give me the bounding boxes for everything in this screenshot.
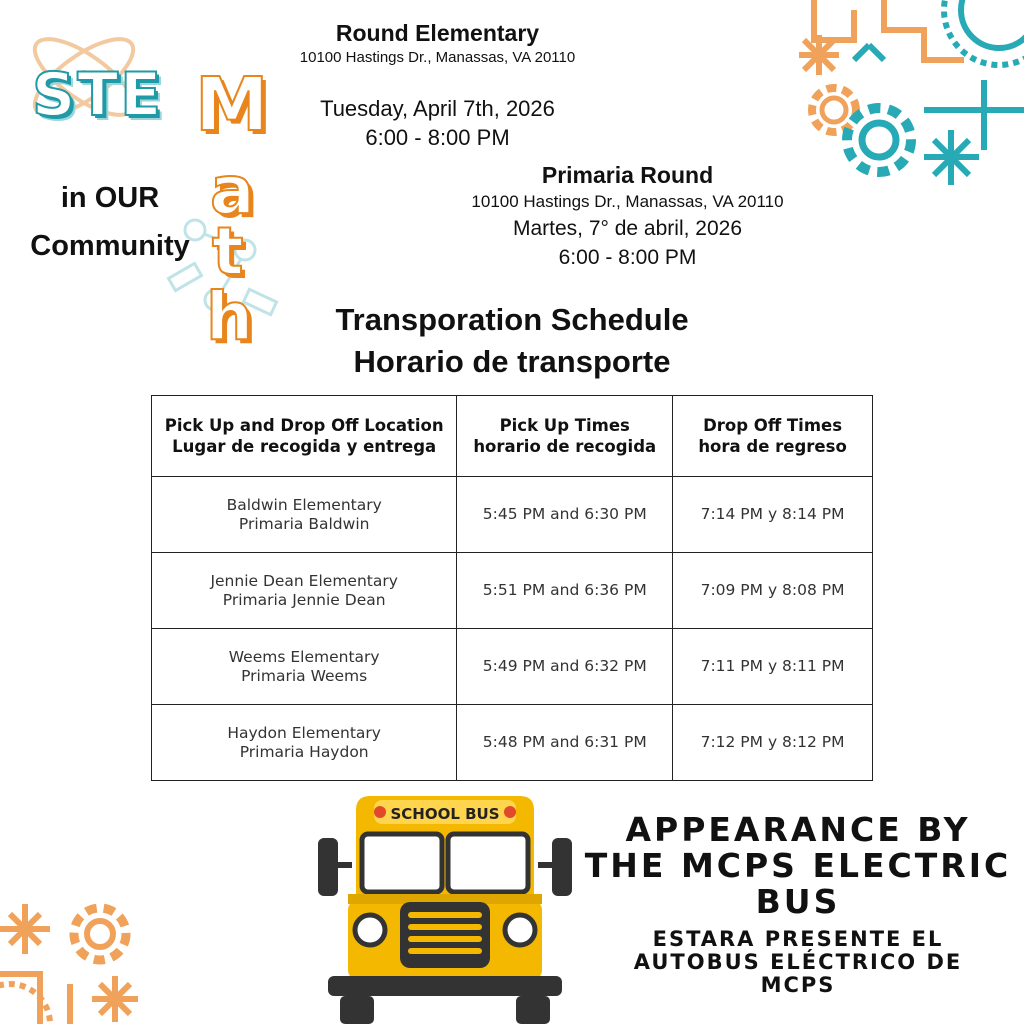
school-name-english: Round Elementary [335, 20, 540, 46]
header-pickup-en: Pick Up Times [499, 416, 630, 435]
table-row [152, 705, 873, 781]
header-location-es: Lugar de recogida y entrega [172, 437, 437, 456]
gear-icon [847, 108, 911, 172]
pickup-cell: 5:48 PM and 6:31 PM [457, 705, 673, 781]
header-pickup [457, 396, 673, 477]
dropoff-cell: 7:09 PM y 8:08 PM [673, 553, 873, 629]
location-es: Primaria Haydon [239, 742, 369, 761]
logo-ste-text: STE [32, 60, 164, 130]
dropoff-cell: 7:14 PM y 8:14 PM [673, 477, 873, 553]
header-dropoff [673, 396, 873, 477]
location-en: Haydon Elementary [227, 723, 381, 742]
transportation-schedule-table [151, 395, 873, 781]
tagline-line2: Community [30, 230, 190, 262]
location-cell [152, 477, 457, 553]
schedule-title: Transporation Schedule [335, 302, 689, 337]
table-row [152, 477, 873, 553]
header-dropoff-es: hora de regreso [698, 437, 847, 456]
pickup-cell: 5:51 PM and 6:36 PM [457, 553, 673, 629]
table-row [152, 553, 873, 629]
bus-sign: SCHOOL BUS [390, 805, 500, 823]
electric-bus-announcement-english: APPEARANCE BY THE MCPS ELECTRIC BUS [584, 810, 1012, 921]
location-en: Jennie Dean Elementary [210, 571, 398, 590]
location-es: Primaria Baldwin [238, 514, 370, 533]
tagline-line1: in OUR [60, 182, 160, 214]
school-address-english: 10100 Hastings Dr., Manassas, VA 20110 [299, 49, 576, 66]
header-location-en: Pick Up and Drop Off Location [164, 416, 444, 435]
header-dropoff-en: Drop Off Times [703, 416, 843, 435]
school-bus-icon [318, 790, 572, 1024]
location-es: Primaria Jennie Dean [222, 590, 386, 609]
location-cell [152, 553, 457, 629]
dropoff-cell: 7:12 PM y 8:12 PM [673, 705, 873, 781]
location-en: Weems Elementary [228, 647, 380, 666]
gears-circuit-decoration [794, 0, 1024, 200]
gears-circuit-decoration [0, 894, 140, 1024]
table-row [152, 629, 873, 705]
header-location [152, 396, 457, 477]
schedule-subtitle: Horario de transporte [353, 344, 671, 379]
logo-math-letter-m: M [195, 62, 269, 148]
event-time-spanish: 6:00 - 8:00 PM [558, 246, 697, 269]
pickup-cell: 5:49 PM and 6:32 PM [457, 629, 673, 705]
event-time-english: 6:00 - 8:00 PM [365, 125, 510, 150]
school-name-spanish: Primaria Round [541, 162, 714, 188]
gear-icon [812, 88, 856, 132]
logo-math-letter-h: h [206, 278, 253, 355]
pickup-cell: 5:45 PM and 6:30 PM [457, 477, 673, 553]
logo-math-letter-t: t [212, 213, 244, 290]
location-es: Primaria Weems [241, 666, 368, 685]
location-cell [152, 629, 457, 705]
dropoff-cell: 7:11 PM y 8:11 PM [673, 629, 873, 705]
table-header-row [152, 396, 873, 477]
event-date-english: Tuesday, April 7th, 2026 [320, 96, 555, 121]
school-address-spanish: 10100 Hastings Dr., Manassas, VA 20110 [471, 192, 784, 211]
header-pickup-es: horario de recogida [473, 437, 657, 456]
location-en: Baldwin Elementary [226, 495, 382, 514]
electric-bus-announcement-spanish: ESTARA PRESENTE EL AUTOBUS ELÉCTRICO DE MCPS [633, 927, 963, 997]
location-cell [152, 705, 457, 781]
gear-icon [74, 908, 126, 960]
logo-math-letter-a: a [210, 152, 255, 229]
event-date-spanish: Martes, 7° de abril, 2026 [512, 217, 743, 240]
